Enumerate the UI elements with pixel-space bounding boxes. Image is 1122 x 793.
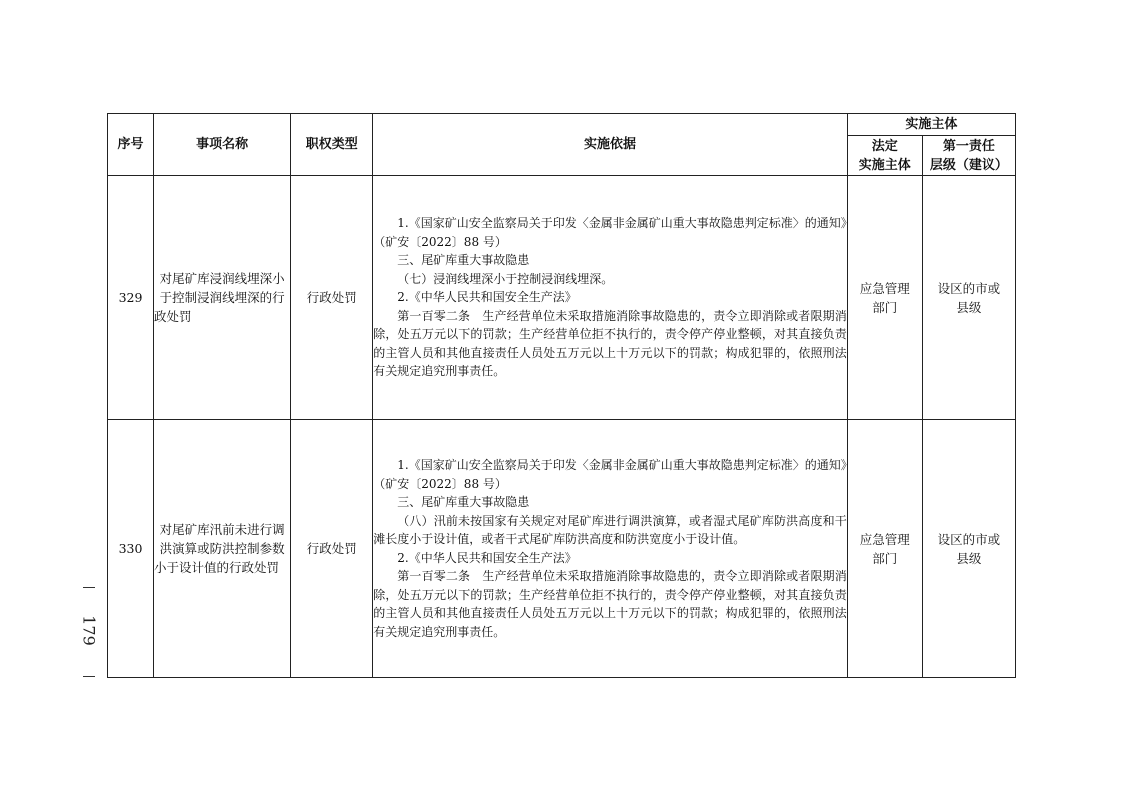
row-no: 330 xyxy=(108,420,154,678)
row-legal-subject xyxy=(847,420,922,678)
header-legal-subject-line1: 法定 xyxy=(871,138,898,154)
row-responsibility-level-line2: 县级 xyxy=(956,299,982,315)
row-type: 行政处罚 xyxy=(291,176,373,420)
basis-paragraph: 三、尾矿库重大事故隐患 xyxy=(397,253,530,268)
row-legal-subject-line2: 部门 xyxy=(872,299,898,315)
page-number xyxy=(78,583,100,683)
row-responsibility-level-line2: 县级 xyxy=(956,550,982,566)
table-row xyxy=(108,176,1016,420)
row-basis xyxy=(373,176,848,420)
row-legal-subject-line1: 应急管理 xyxy=(859,280,910,296)
header-responsibility-level xyxy=(922,136,1015,176)
row-legal-subject-line1: 应急管理 xyxy=(859,531,910,547)
header-responsibility-level-line1: 第一责任 xyxy=(942,138,995,154)
header-name: 事项名称 xyxy=(154,114,291,176)
row-responsibility-level xyxy=(922,420,1015,678)
row-legal-subject-line2: 部门 xyxy=(872,550,898,566)
basis-paragraph: 1.《国家矿山安全监察局关于印发〈金属非金属矿山重大事故隐患判定标准〉的通知》（矿安〔2022〕88 号） xyxy=(373,458,847,491)
row-responsibility-level-line1: 设区的市或 xyxy=(937,531,1001,547)
header-basis: 实施依据 xyxy=(373,114,848,176)
row-name: 对尾矿库汛前未进行调洪演算或防洪控制参数小于设计值的行政处罚 xyxy=(154,420,291,678)
row-basis xyxy=(373,420,848,678)
table-row xyxy=(108,420,1016,678)
basis-paragraph: 第一百零二条 生产经营单位未采取措施消除事故隐患的，责令立即消除或者限期消除，处五万元以下的罚款；生产经营单位拒不执行的，责令停产停业整顿，对其直接负责的主管人员和其他直接责任人员处五万元以上十万元以下的罚款；构成犯罪的，依照刑法有关规定追究刑事责任。 xyxy=(373,569,847,639)
row-no: 329 xyxy=(108,176,154,420)
page-number-top-dash xyxy=(83,587,95,588)
basis-paragraph: （八）汛前未按国家有关规定对尾矿库进行调洪演算，或者湿式尾矿库防洪高度和干滩长度小于设计值，或者干式尾矿库防洪高度和防洪宽度小于设计值。 xyxy=(373,513,847,546)
row-type: 行政处罚 xyxy=(291,420,373,678)
basis-paragraph: 2.《中华人民共和国安全生产法》 xyxy=(397,290,577,305)
basis-paragraph: 三、尾矿库重大事故隐患 xyxy=(397,495,530,509)
header-legal-subject xyxy=(847,136,922,176)
basis-paragraph: 第一百零二条 生产经营单位未采取措施消除事故隐患的，责令立即消除或者限期消除，处五万元以下的罚款；生产经营单位拒不执行的，责令停产停业整顿，对其直接负责的主管人员和其他直接责任人员处五万元以上十万元以下的罚款；构成犯罪的，依照刑法有关规定追究刑事责任。 xyxy=(373,308,847,379)
row-name: 对尾矿库浸润线埋深小于控制浸润线埋深的行政处罚 xyxy=(154,176,291,420)
row-responsibility-level xyxy=(922,176,1015,420)
basis-paragraph: （七）浸润线埋深小于控制浸润线埋深。 xyxy=(397,271,614,286)
page-number-text: 179 xyxy=(79,615,99,646)
basis-paragraph: 2.《中华人民共和国安全生产法》 xyxy=(397,550,577,565)
row-responsibility-level-line1: 设区的市或 xyxy=(937,280,1001,296)
row-legal-subject xyxy=(847,176,922,420)
basis-paragraph: 1.《国家矿山安全监察局关于印发〈金属非金属矿山重大事故隐患判定标准〉的通知》（矿安〔2022〕88 号） xyxy=(373,216,847,249)
header-legal-subject-line2: 实施主体 xyxy=(858,157,911,173)
header-type: 职权类型 xyxy=(291,114,373,176)
header-implementing-body: 实施主体 xyxy=(847,114,1015,136)
header-responsibility-level-line2: 层级（建议） xyxy=(929,157,1008,173)
header-no: 序号 xyxy=(108,114,154,176)
authority-table xyxy=(107,113,1016,678)
page-number-bottom-dash xyxy=(83,676,95,677)
